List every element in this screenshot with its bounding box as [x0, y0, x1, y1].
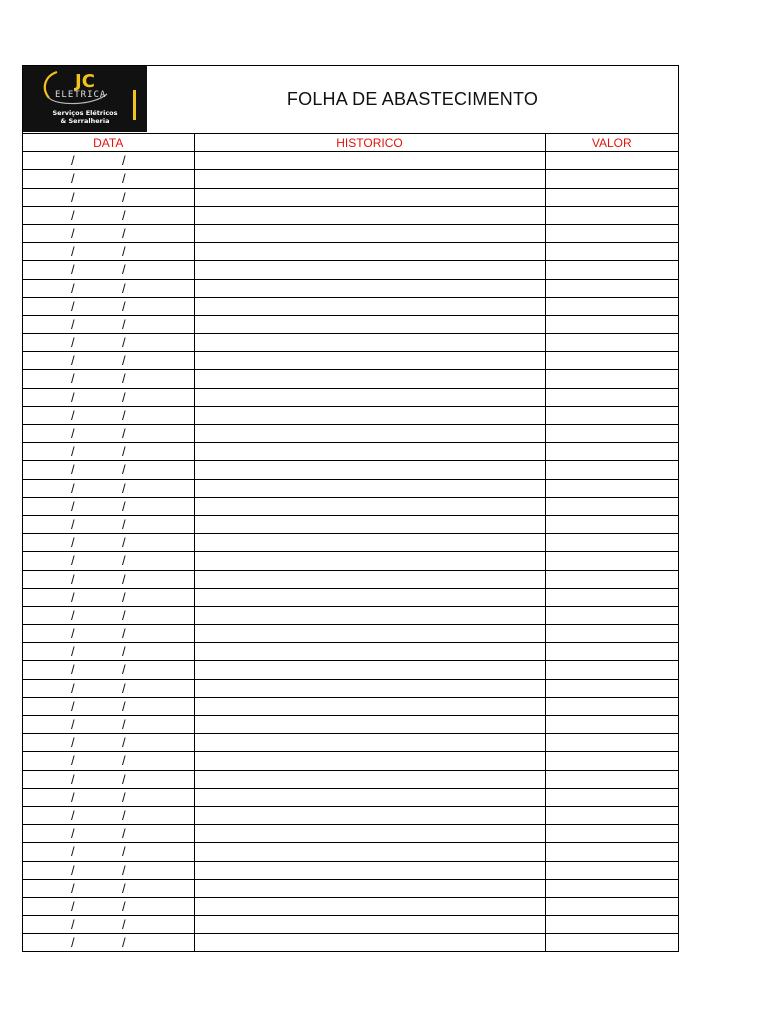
date-separator: /: [71, 225, 75, 241]
table-row: [23, 843, 678, 861]
date-separator: /: [122, 298, 126, 314]
date-cell[interactable]: [23, 752, 194, 770]
date-separator: /: [122, 171, 126, 187]
historico-cell[interactable]: [194, 916, 545, 934]
table-row: [23, 625, 678, 643]
historico-cell[interactable]: [194, 479, 545, 497]
date-cell[interactable]: [23, 570, 194, 588]
valor-cell[interactable]: [545, 534, 678, 552]
date-separator: /: [71, 789, 75, 805]
table-row: [23, 806, 678, 824]
date-cell[interactable]: [23, 825, 194, 843]
table-row: [23, 770, 678, 788]
date-separator: /: [122, 680, 126, 696]
date-cell[interactable]: [23, 734, 194, 752]
date-separator: /: [71, 426, 75, 441]
date-separator: /: [122, 371, 126, 387]
date-separator: /: [71, 644, 75, 660]
table-row: [23, 425, 678, 443]
date-separator: /: [71, 553, 75, 569]
date-cell[interactable]: [23, 806, 194, 824]
date-cell[interactable]: [23, 879, 194, 897]
table-row: [23, 224, 678, 242]
date-separator: /: [71, 753, 75, 769]
logo-brand-name: ELETRICA: [55, 90, 107, 100]
historico-cell[interactable]: [194, 188, 545, 206]
valor-cell[interactable]: [545, 152, 678, 170]
historico-cell[interactable]: [194, 552, 545, 570]
historico-cell[interactable]: [194, 425, 545, 443]
date-separator: /: [122, 480, 126, 496]
date-separator: /: [71, 244, 75, 260]
date-separator: /: [71, 389, 75, 405]
valor-cell[interactable]: [545, 515, 678, 533]
date-separator: /: [71, 444, 75, 460]
date-separator: /: [71, 607, 75, 623]
table-row: [23, 370, 678, 388]
date-separator: /: [71, 680, 75, 696]
date-cell[interactable]: [23, 170, 194, 188]
date-separator: /: [71, 717, 75, 732]
date-separator: /: [122, 607, 126, 623]
date-cell[interactable]: [23, 697, 194, 715]
valor-cell[interactable]: [545, 279, 678, 297]
date-separator: /: [71, 535, 75, 551]
date-cell[interactable]: [23, 625, 194, 643]
valor-cell[interactable]: [545, 588, 678, 606]
historico-cell[interactable]: [194, 279, 545, 297]
date-cell[interactable]: [23, 679, 194, 697]
jc-eletrica-logo-icon: [23, 66, 147, 132]
date-separator: /: [122, 516, 126, 532]
table-row: [23, 279, 678, 297]
date-separator: /: [122, 444, 126, 460]
date-separator: /: [122, 807, 126, 823]
table-row: [23, 334, 678, 352]
date-cell[interactable]: [23, 224, 194, 242]
date-cell[interactable]: [23, 479, 194, 497]
date-separator: /: [122, 189, 126, 205]
historico-cell[interactable]: [194, 461, 545, 479]
valor-cell[interactable]: [545, 206, 678, 224]
date-cell[interactable]: [23, 716, 194, 734]
date-separator: /: [122, 535, 126, 551]
historico-cell[interactable]: [194, 879, 545, 897]
date-cell[interactable]: [23, 552, 194, 570]
table-row: [23, 752, 678, 770]
date-separator: /: [71, 280, 75, 296]
date-separator: /: [71, 935, 75, 951]
valor-cell[interactable]: [545, 625, 678, 643]
date-separator: /: [71, 589, 75, 605]
valor-cell[interactable]: [545, 370, 678, 388]
historico-cell[interactable]: [194, 843, 545, 861]
historico-cell[interactable]: [194, 716, 545, 734]
date-cell[interactable]: [23, 443, 194, 461]
table-row: [23, 788, 678, 806]
table-row: [23, 934, 678, 952]
historico-cell[interactable]: [194, 588, 545, 606]
table-row: [23, 515, 678, 533]
table-row: [23, 206, 678, 224]
table-row: [23, 479, 678, 497]
date-cell[interactable]: [23, 352, 194, 370]
date-cell[interactable]: [23, 606, 194, 624]
date-separator: /: [122, 898, 126, 914]
table-row: [23, 643, 678, 661]
historico-cell[interactable]: [194, 170, 545, 188]
date-separator: /: [122, 771, 126, 787]
date-separator: /: [122, 753, 126, 769]
valor-cell[interactable]: [545, 552, 678, 570]
date-separator: /: [71, 826, 75, 842]
logo-tagline-1: Serviços Elétricos: [52, 109, 118, 117]
valor-cell[interactable]: [545, 261, 678, 279]
valor-cell[interactable]: [545, 643, 678, 661]
date-separator: /: [71, 207, 75, 223]
table-row: [23, 297, 678, 315]
table-row: [23, 879, 678, 897]
table-row: [23, 606, 678, 624]
date-separator: /: [71, 771, 75, 787]
historico-cell[interactable]: [194, 770, 545, 788]
date-cell[interactable]: [23, 497, 194, 515]
date-separator: /: [71, 371, 75, 387]
date-cell[interactable]: [23, 279, 194, 297]
historico-cell[interactable]: [194, 661, 545, 679]
valor-cell[interactable]: [545, 606, 678, 624]
date-cell[interactable]: [23, 261, 194, 279]
valor-cell[interactable]: [545, 806, 678, 824]
date-separator: /: [122, 353, 126, 369]
table-row: [23, 534, 678, 552]
valor-cell[interactable]: [545, 297, 678, 315]
historico-cell[interactable]: [194, 370, 545, 388]
abastecimento-sheet: [22, 65, 679, 952]
date-separator: /: [71, 626, 75, 642]
date-cell[interactable]: [23, 897, 194, 915]
valor-cell[interactable]: [545, 934, 678, 952]
date-separator: /: [71, 662, 75, 678]
date-cell[interactable]: [23, 861, 194, 879]
valor-cell[interactable]: [545, 334, 678, 352]
valor-cell[interactable]: [545, 843, 678, 861]
date-separator: /: [71, 862, 75, 878]
valor-cell[interactable]: [545, 188, 678, 206]
date-separator: /: [122, 717, 126, 732]
table-row: [23, 443, 678, 461]
table-header-row: [23, 134, 678, 152]
date-separator: /: [71, 880, 75, 896]
column-header-data: DATA: [23, 134, 194, 152]
date-separator: /: [122, 571, 126, 587]
date-separator: /: [71, 316, 75, 332]
table-row: [23, 552, 678, 570]
date-separator: /: [71, 898, 75, 914]
date-separator: /: [71, 917, 75, 933]
historico-cell[interactable]: [194, 606, 545, 624]
date-separator: /: [71, 735, 75, 751]
date-separator: /: [71, 262, 75, 278]
historico-cell[interactable]: [194, 806, 545, 824]
historico-cell[interactable]: [194, 679, 545, 697]
date-cell[interactable]: [23, 315, 194, 333]
valor-cell[interactable]: [545, 861, 678, 879]
table-row: [23, 825, 678, 843]
valor-cell[interactable]: [545, 352, 678, 370]
date-separator: /: [122, 335, 126, 351]
historico-cell[interactable]: [194, 206, 545, 224]
date-separator: /: [122, 553, 126, 569]
table-row: [23, 679, 678, 697]
date-cell[interactable]: [23, 461, 194, 479]
sheet-header: [23, 66, 678, 134]
date-separator: /: [71, 153, 75, 169]
valor-cell[interactable]: [545, 224, 678, 242]
table-row: [23, 188, 678, 206]
date-separator: /: [71, 407, 75, 423]
table-row: [23, 352, 678, 370]
date-cell[interactable]: [23, 770, 194, 788]
table-row: [23, 897, 678, 915]
valor-cell[interactable]: [545, 388, 678, 406]
date-cell[interactable]: [23, 297, 194, 315]
date-cell[interactable]: [23, 788, 194, 806]
fuel-log-table: [23, 134, 678, 951]
valor-cell[interactable]: [545, 243, 678, 261]
date-separator: /: [122, 244, 126, 260]
table-row: [23, 697, 678, 715]
date-cell[interactable]: [23, 243, 194, 261]
column-header-valor: VALOR: [545, 134, 678, 152]
valor-cell[interactable]: [545, 697, 678, 715]
date-cell[interactable]: [23, 406, 194, 424]
valor-cell[interactable]: [545, 879, 678, 897]
column-header-historico: HISTORICO: [194, 134, 545, 152]
date-separator: /: [71, 189, 75, 205]
valor-cell[interactable]: [545, 897, 678, 915]
table-row: [23, 734, 678, 752]
date-separator: /: [122, 426, 126, 441]
date-separator: /: [71, 698, 75, 714]
date-cell[interactable]: [23, 370, 194, 388]
date-separator: /: [71, 516, 75, 532]
date-cell[interactable]: [23, 388, 194, 406]
date-separator: /: [122, 826, 126, 842]
date-separator: /: [122, 225, 126, 241]
date-separator: /: [122, 589, 126, 605]
date-cell[interactable]: [23, 206, 194, 224]
historico-cell[interactable]: [194, 897, 545, 915]
historico-cell[interactable]: [194, 352, 545, 370]
company-logo: [23, 66, 147, 132]
table-row: [23, 570, 678, 588]
historico-cell[interactable]: [194, 388, 545, 406]
date-separator: /: [122, 644, 126, 660]
date-cell[interactable]: [23, 661, 194, 679]
historico-cell[interactable]: [194, 497, 545, 515]
table-row: [23, 588, 678, 606]
date-separator: /: [122, 844, 126, 860]
historico-cell[interactable]: [194, 697, 545, 715]
table-row: [23, 388, 678, 406]
valor-cell[interactable]: [545, 461, 678, 479]
valor-cell[interactable]: [545, 752, 678, 770]
table-row: [23, 243, 678, 261]
date-separator: /: [122, 407, 126, 423]
table-row: [23, 461, 678, 479]
date-separator: /: [122, 935, 126, 951]
date-separator: /: [71, 353, 75, 369]
date-cell[interactable]: [23, 515, 194, 533]
historico-cell[interactable]: [194, 224, 545, 242]
historico-cell[interactable]: [194, 261, 545, 279]
date-separator: /: [122, 880, 126, 896]
valor-cell[interactable]: [545, 425, 678, 443]
date-separator: /: [122, 735, 126, 751]
date-separator: /: [122, 626, 126, 642]
date-cell[interactable]: [23, 643, 194, 661]
date-cell[interactable]: [23, 188, 194, 206]
valor-cell[interactable]: [545, 716, 678, 734]
historico-cell[interactable]: [194, 515, 545, 533]
valor-cell[interactable]: [545, 479, 678, 497]
date-separator: /: [71, 462, 75, 478]
historico-cell[interactable]: [194, 443, 545, 461]
date-separator: /: [122, 153, 126, 169]
date-separator: /: [71, 498, 75, 514]
historico-cell[interactable]: [194, 243, 545, 261]
table-row: [23, 315, 678, 333]
date-separator: /: [122, 862, 126, 878]
date-cell[interactable]: [23, 916, 194, 934]
date-cell[interactable]: [23, 152, 194, 170]
valor-cell[interactable]: [545, 570, 678, 588]
table-row: [23, 406, 678, 424]
historico-cell[interactable]: [194, 752, 545, 770]
date-separator: /: [122, 662, 126, 678]
table-row: [23, 261, 678, 279]
historico-cell[interactable]: [194, 297, 545, 315]
date-separator: /: [122, 316, 126, 332]
historico-cell[interactable]: [194, 534, 545, 552]
historico-cell[interactable]: [194, 643, 545, 661]
historico-cell[interactable]: [194, 570, 545, 588]
historico-cell[interactable]: [194, 334, 545, 352]
valor-cell[interactable]: [545, 679, 678, 697]
historico-cell[interactable]: [194, 934, 545, 952]
table-row: [23, 716, 678, 734]
date-cell[interactable]: [23, 588, 194, 606]
date-separator: /: [122, 389, 126, 405]
date-cell[interactable]: [23, 934, 194, 952]
historico-cell[interactable]: [194, 625, 545, 643]
historico-cell[interactable]: [194, 734, 545, 752]
date-separator: /: [71, 335, 75, 351]
date-separator: /: [122, 498, 126, 514]
date-cell[interactable]: [23, 534, 194, 552]
table-row: [23, 152, 678, 170]
date-separator: /: [71, 807, 75, 823]
table-row: [23, 916, 678, 934]
date-separator: /: [122, 280, 126, 296]
date-separator: /: [71, 571, 75, 587]
valor-cell[interactable]: [545, 315, 678, 333]
historico-cell[interactable]: [194, 788, 545, 806]
valor-cell[interactable]: [545, 406, 678, 424]
date-separator: /: [122, 917, 126, 933]
date-separator: /: [122, 789, 126, 805]
historico-cell[interactable]: [194, 406, 545, 424]
table-row: [23, 861, 678, 879]
date-cell[interactable]: [23, 843, 194, 861]
table-row: [23, 661, 678, 679]
valor-cell[interactable]: [545, 770, 678, 788]
date-separator: /: [71, 480, 75, 496]
date-separator: /: [71, 844, 75, 860]
table-row: [23, 497, 678, 515]
date-separator: /: [122, 262, 126, 278]
historico-cell[interactable]: [194, 825, 545, 843]
date-separator: /: [122, 462, 126, 478]
date-separator: /: [71, 298, 75, 314]
date-cell[interactable]: [23, 334, 194, 352]
date-separator: /: [71, 171, 75, 187]
page-title: FOLHA DE ABASTECIMENTO: [286, 88, 539, 109]
valor-cell[interactable]: [545, 497, 678, 515]
logo-initials: JC: [75, 71, 95, 92]
historico-cell[interactable]: [194, 315, 545, 333]
valor-cell[interactable]: [545, 170, 678, 188]
date-separator: /: [122, 207, 126, 223]
valor-cell[interactable]: [545, 825, 678, 843]
table-row: [23, 170, 678, 188]
valor-cell[interactable]: [545, 443, 678, 461]
valor-cell[interactable]: [545, 661, 678, 679]
date-separator: /: [122, 698, 126, 714]
valor-cell[interactable]: [545, 734, 678, 752]
historico-cell[interactable]: [194, 152, 545, 170]
valor-cell[interactable]: [545, 788, 678, 806]
date-cell[interactable]: [23, 425, 194, 443]
logo-tagline-2: & Serralheria: [60, 117, 110, 125]
historico-cell[interactable]: [194, 861, 545, 879]
valor-cell[interactable]: [545, 916, 678, 934]
